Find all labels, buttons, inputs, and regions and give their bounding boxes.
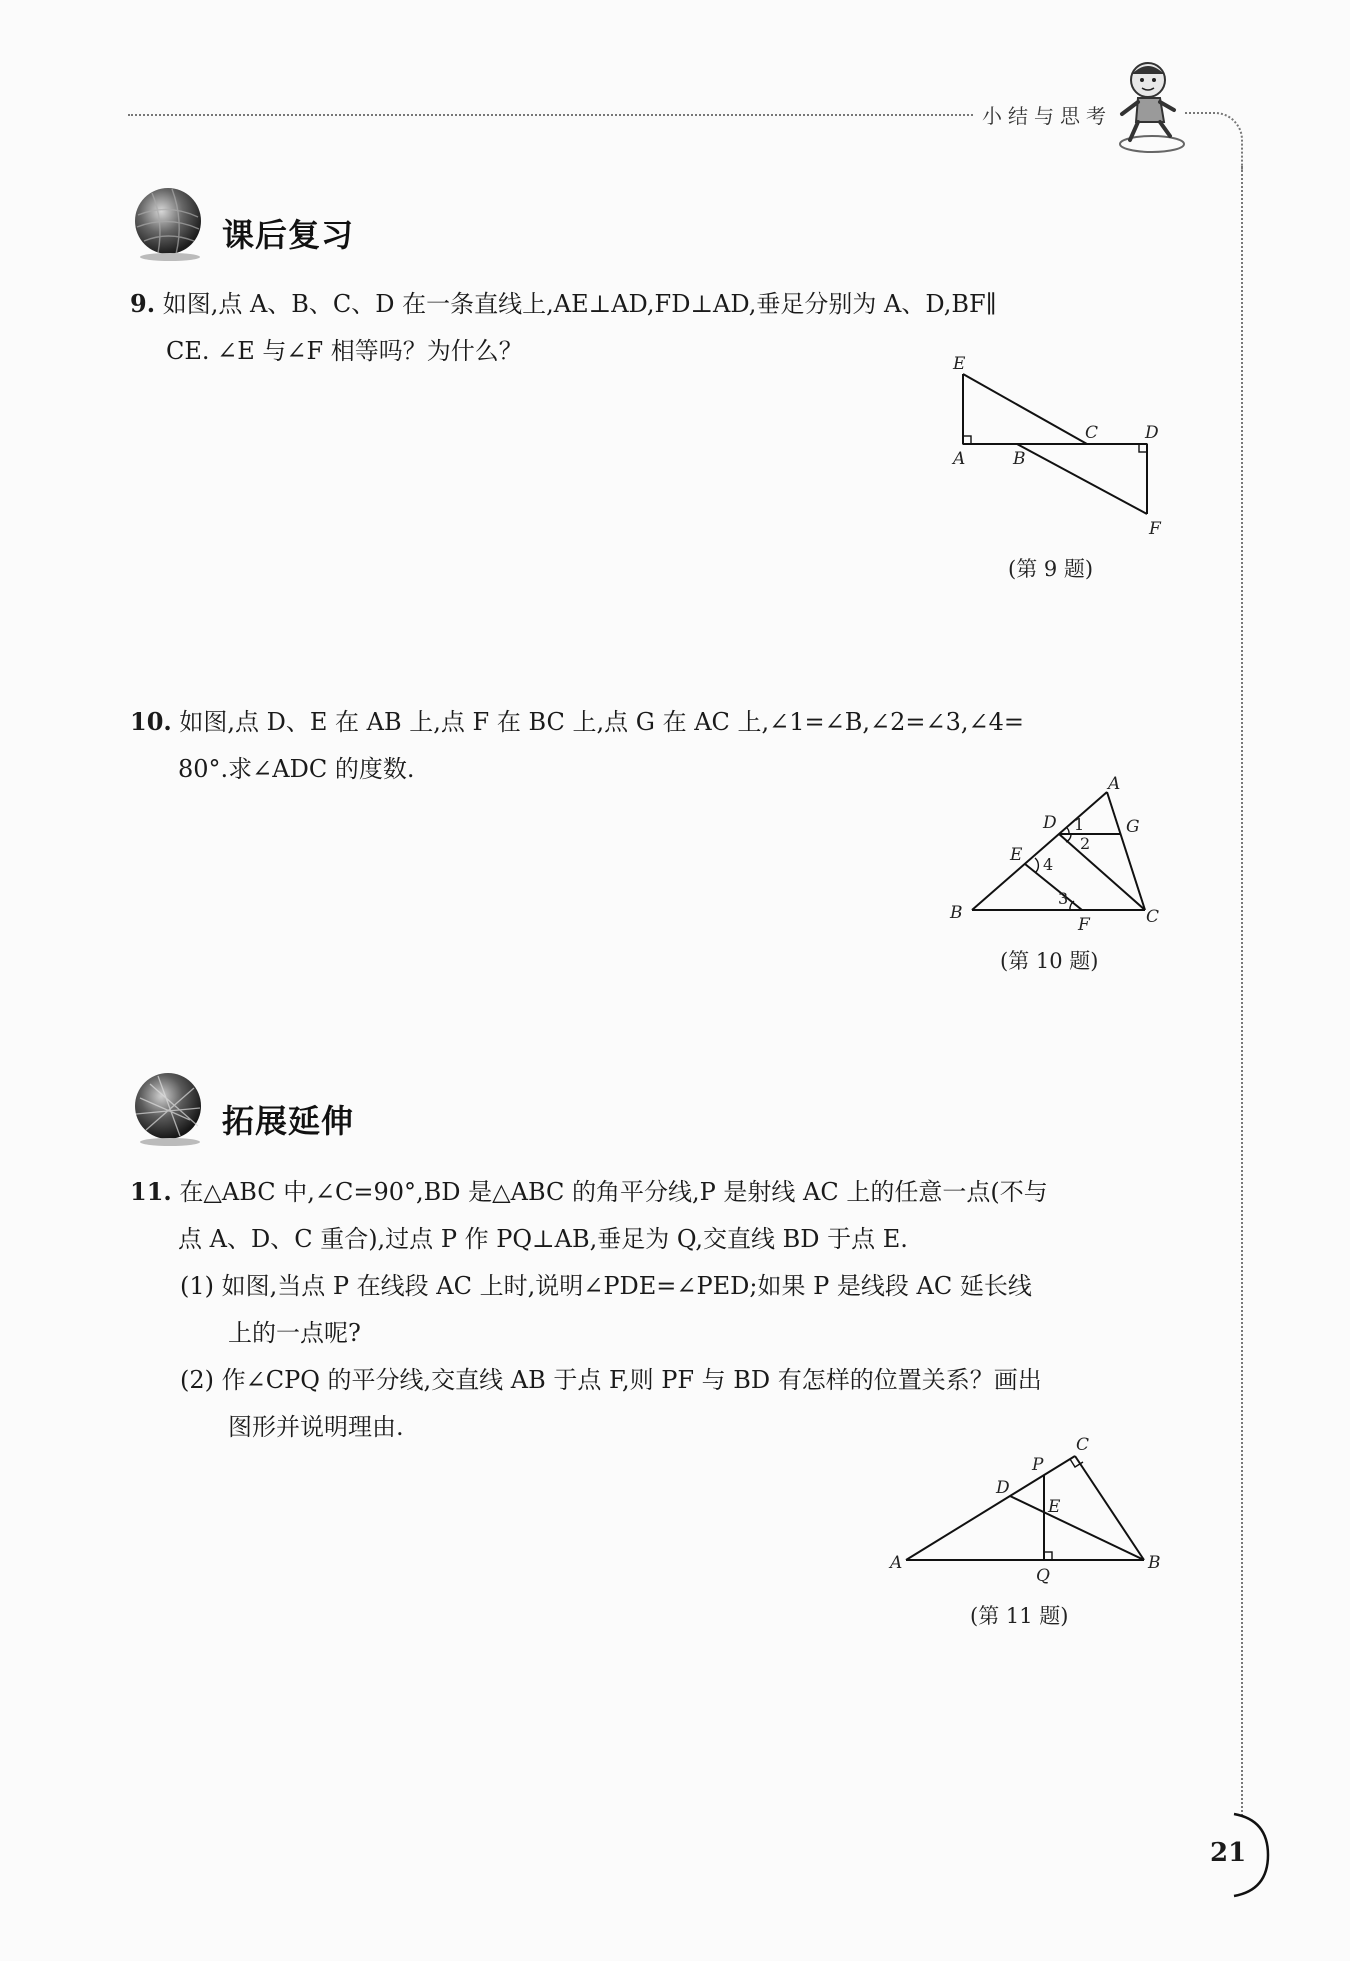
question-part-2: (2) 作∠CPQ 的平分线,交直线 AB 于点 F,则 PF 与 BD 有怎样的位置关系？画出 xyxy=(180,1366,1042,1394)
section-title-review: 课后复习 xyxy=(222,216,355,254)
label-e: E xyxy=(1010,845,1023,865)
sphere-icon xyxy=(128,1070,206,1148)
question-text: 在△ABC 中,∠C=90°,BD 是△ABC 的角平分线,P 是射线 AC 上的任意一点(不与 xyxy=(179,1178,1048,1206)
question-text: 如图,点 A、B、C、D 在一条直线上,AE⊥AD,FD⊥AD,垂足分别为 A、D,BF∥ xyxy=(162,290,997,318)
figure-10-caption: (第 10 题) xyxy=(1000,949,1099,973)
figure-9-caption: (第 9 题) xyxy=(1008,557,1094,581)
angle-label-3: 3 xyxy=(1058,889,1069,908)
margin-dotted-line xyxy=(1241,166,1243,1816)
label-d: D xyxy=(1043,813,1057,833)
sphere-icon xyxy=(128,185,206,263)
angle-label-2: 2 xyxy=(1080,834,1091,853)
question-part-1-cont: 上的一点呢? xyxy=(228,1319,361,1347)
question-part-2-cont: 图形并说明理由. xyxy=(228,1413,404,1441)
label-a: A xyxy=(890,1553,903,1573)
question-11 xyxy=(130,1168,1200,1451)
section-title-extension: 拓展延伸 xyxy=(222,1102,355,1140)
label-f: F xyxy=(1149,519,1161,539)
question-text: 80°.求∠ADC 的度数. xyxy=(178,755,415,783)
question-number: 10. xyxy=(130,707,172,736)
label-q: Q xyxy=(1036,1566,1050,1586)
question-text: 点 A、D、C 重合),过点 P 作 PQ⊥AB,垂足为 Q,交直线 BD 于点 E. xyxy=(178,1225,908,1253)
question-part-1: (1) 如图,当点 P 在线段 AC 上时,说明∠PDE=∠PED;如果 P 是线段 AC 延长线 xyxy=(180,1272,1032,1300)
label-e: E xyxy=(1048,1497,1061,1517)
label-a: A xyxy=(953,449,966,469)
label-f: F xyxy=(1078,915,1090,935)
header-title: 小结与思考 xyxy=(982,104,1112,128)
label-g: G xyxy=(1126,817,1140,837)
question-text: 如图,点 D、E 在 AB 上,点 F 在 BC 上,点 G 在 AC 上,∠1=∠B,∠2=∠3,∠4= xyxy=(179,708,1025,736)
label-b: B xyxy=(1148,1553,1161,1573)
angle-label-4: 4 xyxy=(1043,855,1054,874)
label-d: D xyxy=(1145,423,1159,443)
label-p: P xyxy=(1032,1455,1044,1475)
angle-label-1: 1 xyxy=(1074,815,1085,834)
question-text: CE. ∠E 与∠F 相等吗？为什么？ xyxy=(166,337,523,365)
page-number: 21 xyxy=(1210,1838,1247,1868)
figure-11-caption: (第 11 题) xyxy=(970,1604,1069,1628)
label-e: E xyxy=(953,354,966,374)
margin-corner-line xyxy=(1185,112,1243,170)
figure-10 xyxy=(940,772,1170,937)
label-d: D xyxy=(996,1478,1010,1498)
label-c: C xyxy=(1076,1435,1090,1455)
header-dotted-line xyxy=(128,114,973,116)
figure-9 xyxy=(945,352,1175,547)
question-number: 9. xyxy=(130,289,156,318)
figure-11 xyxy=(880,1428,1170,1590)
label-a: A xyxy=(1108,774,1121,794)
label-b: B xyxy=(1013,449,1026,469)
question-number: 11. xyxy=(130,1177,172,1206)
label-c: C xyxy=(1085,423,1099,443)
label-c: C xyxy=(1146,907,1160,927)
label-b: B xyxy=(950,903,963,923)
cartoon-boy-icon xyxy=(1108,56,1188,156)
